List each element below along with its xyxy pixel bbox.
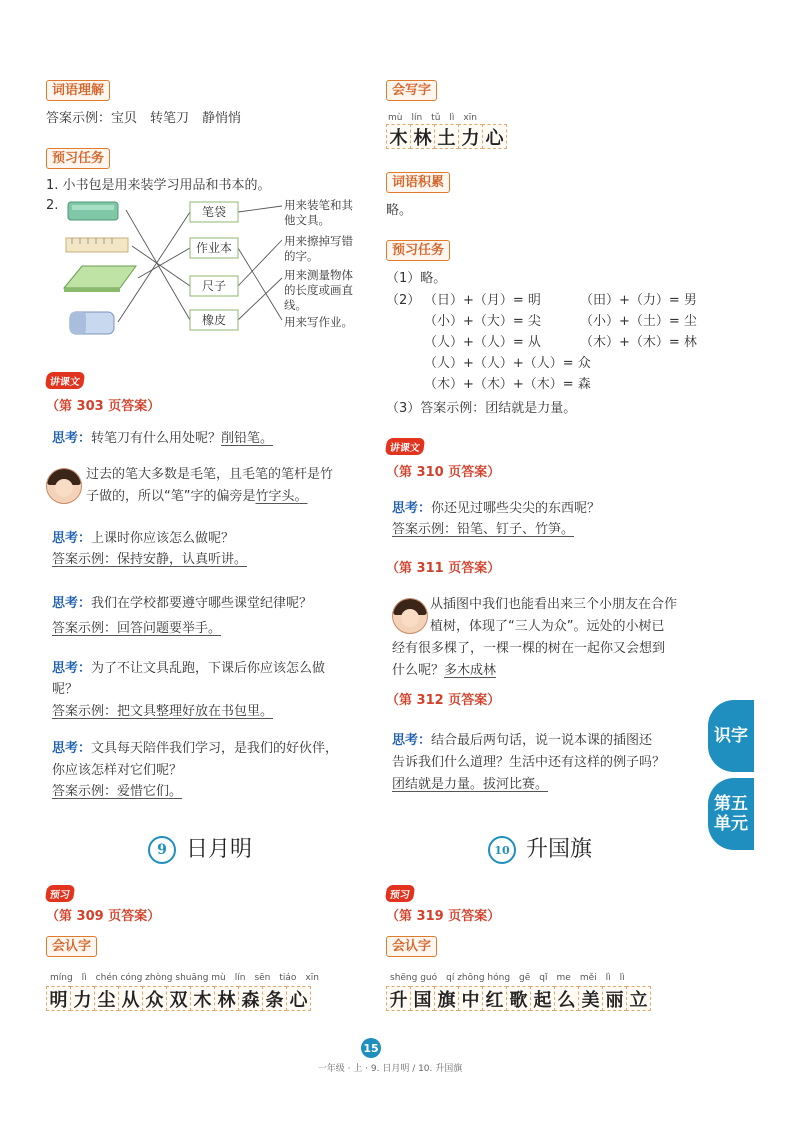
use-2: 用来擦掉写错的字。: [284, 234, 353, 263]
item-xiangpi: 橡皮: [201, 313, 226, 327]
char-cell: 木: [386, 124, 411, 149]
think-label: 思考：: [52, 661, 92, 676]
use-4: 用来写作业。: [284, 315, 353, 329]
huirenzi-tag: 会认字: [46, 936, 97, 957]
huixiezi-chars: [386, 124, 506, 149]
char-cell: 条: [262, 986, 287, 1011]
char-cell: 歌: [506, 986, 531, 1011]
char-cell: 么: [554, 986, 579, 1011]
think-question: 结合最后两句话，说一说本课的插图还: [431, 733, 653, 748]
char-cell: 国: [410, 986, 435, 1011]
char-cell: 心: [286, 986, 311, 1011]
lesson-title-text: 日月明: [186, 837, 253, 862]
eq-right-3: （木）+（木）= 林: [580, 335, 697, 350]
bubble-2-text: 什么呢？: [392, 663, 445, 678]
ciyu-answer: 答案示例：宝贝 转笔刀 静悄悄: [46, 111, 242, 126]
right-think-1-answer: 答案示例：铅笔、钉子、竹笋。: [392, 522, 575, 537]
bubble-2-line-b: 植树，体现了“三人为众”。远处的小树已: [430, 619, 665, 634]
think-label: 思考：: [392, 733, 432, 748]
right-think-2-answer: 团结就是力量。拔河比赛。: [392, 777, 549, 792]
char-cell: 力: [458, 124, 483, 149]
bubble-2-line-c: 经有很多棵了，一棵一棵的树在一起你又会想到: [392, 641, 666, 656]
jiangkewen-badge: 讲课文: [45, 372, 85, 389]
eq-right-2: （小）+（土）= 尘: [580, 314, 697, 329]
char-cell: 起: [530, 986, 555, 1011]
think-label: 思考：: [52, 531, 92, 546]
char-cell: 众: [142, 986, 167, 1011]
think-label: 思考：: [392, 501, 432, 516]
eq-left-3: （人）+（人）= 从: [424, 335, 541, 350]
bubble-1-text: 子做的，所以“笔”字的偏旁是: [86, 489, 256, 504]
teacher-avatar: [392, 598, 428, 634]
right-think-2: [392, 732, 652, 750]
think-question: 为了不让文具乱跑，下课后你应该怎么做: [91, 661, 326, 676]
item-zuoyeben: 作业本: [195, 241, 232, 255]
page-309-answer-label: （第 309 页答案）: [46, 909, 161, 924]
right-huirenzi-tag: 会认字: [386, 936, 437, 957]
eq-left-4: （人）+（人）+（人）= 众: [424, 356, 591, 371]
yuxi-answer-2-num: 2.: [46, 198, 59, 213]
think-question: 我们在学校都要遵守哪些课堂纪律呢？: [91, 596, 313, 611]
think-question: 文具每天陪伴我们学习，是我们的好伙伴，: [91, 741, 339, 756]
char-cell: 旗: [434, 986, 459, 1011]
think-question: 你还见过哪些尖尖的东西呢？: [431, 501, 601, 516]
page-319-answer-label: （第 319 页答案）: [386, 909, 501, 924]
eraser-icon: [70, 312, 114, 334]
ciyu-jilei-tag: 词语积累: [386, 172, 450, 193]
left-think-4-answer: 答案示例：把文具整理好放在书包里。: [52, 704, 274, 719]
left-think-4: [52, 660, 325, 678]
char-cell: 从: [118, 986, 143, 1011]
right-think-1: [392, 500, 600, 518]
think-label: 思考：: [52, 431, 92, 446]
lesson-number-icon: 10: [488, 836, 516, 864]
lesson-title-text: 升国旗: [526, 837, 593, 862]
notebook-icon: [64, 266, 136, 292]
left-think-5-b: 你应该怎样对它们呢？: [52, 763, 183, 778]
use-3: 用来测量物体的长度或画直线。: [284, 268, 353, 312]
page-312-answer-label: （第 312 页答案）: [386, 693, 501, 708]
left-think-3: [52, 595, 312, 613]
left-think-2: [52, 530, 234, 548]
left-think-4-b: 呢？: [52, 682, 79, 697]
yuxi-task-tag: 预习任务: [46, 148, 110, 169]
pencil-case-icon: [68, 202, 118, 220]
char-cell: 尘: [94, 986, 119, 1011]
eq-left-1: （日）+（月）= 明: [424, 293, 541, 308]
char-cell: 土: [434, 124, 459, 149]
bubble-2-line-a: 从插图中我们也能看出来三个小朋友在合作: [430, 597, 678, 612]
item-chizi: 尺子: [201, 279, 226, 293]
think-label: 思考：: [52, 596, 92, 611]
char-cell: 美: [578, 986, 603, 1011]
page-311-answer-label: （第 311 页答案）: [386, 561, 501, 576]
right-huirenzi-pinyin: shēng guó qí zhōng hóng gē qǐ me měi lì lì: [390, 973, 625, 983]
think-label: 思考：: [52, 741, 92, 756]
right-yuxi-badge: 预习: [385, 885, 415, 902]
use-1: 用来装笔和其他文具。: [284, 198, 353, 227]
page-310-answer-label: （第 310 页答案）: [386, 465, 501, 480]
char-cell: 森: [238, 986, 263, 1011]
right-answer-2-label: （2）: [386, 293, 421, 308]
yuxi-answer-1: 1. 小书包是用来装学习用品和书本的。: [46, 178, 271, 193]
lesson-10-title: [488, 832, 592, 864]
char-cell: 明: [46, 986, 71, 1011]
left-think-2-answer: 答案示例：保持安静，认真听讲。: [52, 552, 248, 567]
teacher-avatar: [46, 468, 82, 504]
char-cell: 升: [386, 986, 411, 1011]
char-cell: 中: [458, 986, 483, 1011]
bubble-2-answer: 多木成林: [444, 663, 497, 678]
char-cell: 丽: [602, 986, 627, 1011]
char-cell: 心: [482, 124, 507, 149]
left-think-3-answer: 答案示例：回答问题要举手。: [52, 621, 222, 636]
huirenzi-chars-right: [386, 986, 650, 1011]
right-answer-1: （1）略。: [386, 271, 447, 286]
lesson-9-title: [148, 832, 252, 864]
char-cell: 林: [410, 124, 435, 149]
think-question: 转笔刀有什么用处呢？: [91, 431, 222, 446]
item-bidai: 笔袋: [201, 205, 226, 219]
ciyu-lijie-tag: 词语理解: [46, 80, 110, 101]
huixiezi-tag: 会写字: [386, 80, 437, 101]
eq-right-1: （田）+（力）= 男: [580, 293, 697, 308]
huirenzi-pinyin: míng lì chén cóng zhòng shuāng mù lín sēn tiáo xīn: [50, 973, 319, 983]
page-number: 15: [361, 1038, 381, 1058]
bubble-1-line-b: [86, 488, 308, 506]
right-think-2-b: 告诉我们什么道理？生活中还有这样的例子吗？: [392, 755, 666, 770]
side-tab-shizi[interactable]: 识字: [708, 700, 754, 772]
lesson-number-icon: 9: [148, 836, 176, 864]
bubble-1-answer: 竹字头。: [255, 489, 308, 504]
page-303-answer-label: （第 303 页答案）: [46, 399, 161, 414]
char-cell: 立: [626, 986, 651, 1011]
char-cell: 红: [482, 986, 507, 1011]
ciyu-jilei-answer: 略。: [386, 203, 413, 218]
think-question: 上课时你应该怎么做呢？: [91, 531, 235, 546]
eq-left-2: （小）+（大）= 尖: [424, 314, 541, 329]
eq-left-5: （木）+（木）+（木）= 森: [424, 377, 591, 392]
footer-caption: 一年级 · 上 · 9. 日月明 / 10. 升国旗: [317, 1064, 463, 1074]
ruler-icon: [66, 238, 128, 252]
left-think-1: [52, 430, 273, 448]
huixiezi-pinyin: mù lín tǔ lì xīn: [388, 113, 477, 123]
huirenzi-chars-left: [46, 986, 310, 1011]
char-cell: 林: [214, 986, 239, 1011]
side-tab-unit-5[interactable]: 第五单元: [708, 778, 754, 850]
left-think-5: [52, 740, 338, 758]
char-cell: 双: [166, 986, 191, 1011]
right-jiangkewen-badge: 讲课文: [385, 438, 425, 455]
left-think-5-answer: 答案示例：爱惜它们。: [52, 784, 183, 799]
bubble-2-line-d: [392, 662, 496, 680]
bubble-1-line-a: 过去的笔大多数是毛笔，且毛笔的笔杆是竹: [86, 467, 334, 482]
char-cell: 木: [190, 986, 215, 1011]
char-cell: 力: [70, 986, 95, 1011]
think-answer: 削铅笔。: [221, 431, 274, 446]
yuxi-badge: 预习: [45, 885, 75, 902]
right-yuxi-task-tag: 预习任务: [386, 240, 450, 261]
right-answer-3: （3）答案示例：团结就是力量。: [386, 401, 577, 416]
